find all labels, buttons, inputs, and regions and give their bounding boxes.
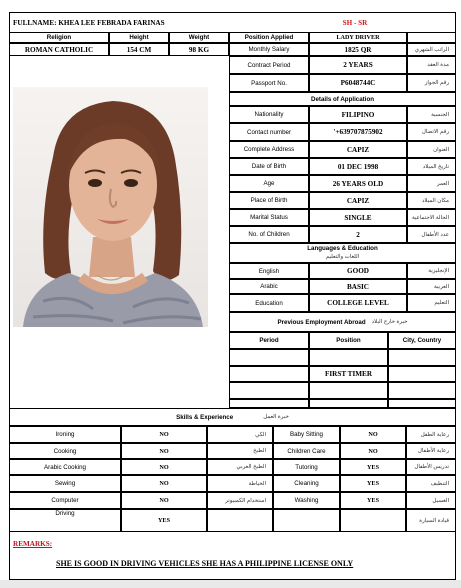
language-arabic: العربية xyxy=(407,279,456,294)
skill-value: YES xyxy=(340,459,406,475)
skill-arabic: التنظيف xyxy=(406,475,456,492)
detail-value: 26 YEARS OLD xyxy=(309,175,407,192)
fullname: FULLNAME: KHEA LEE FEBRADA FARINAS xyxy=(13,18,165,27)
employment-cell xyxy=(229,399,309,408)
skill-value: NO xyxy=(121,443,207,459)
detail-label: Nationality xyxy=(229,106,309,123)
contract-label: Contract Period xyxy=(229,56,309,74)
detail-label: Marital Status xyxy=(229,209,309,226)
details-title: Details of Application xyxy=(229,92,456,106)
application-code: SH - SR xyxy=(342,18,368,27)
skill-value xyxy=(340,509,406,532)
detail-label: Age xyxy=(229,175,309,192)
weight-value: 98 KG xyxy=(169,43,229,56)
detail-label: No. of Children xyxy=(229,226,309,243)
language-label: Arabic xyxy=(229,279,309,294)
detail-arabic: عدد الأطفال xyxy=(407,226,456,243)
skill-value: NO xyxy=(340,443,406,459)
height-header: Height xyxy=(109,32,169,43)
skill-label: Baby Sitting xyxy=(273,426,340,443)
education-value: COLLEGE LEVEL xyxy=(309,294,407,312)
languages-title xyxy=(229,243,456,263)
employment-header-country: City, Country xyxy=(388,332,456,349)
skill-value: NO xyxy=(121,459,207,475)
skill-label: Washing xyxy=(273,492,340,509)
detail-value: CAPIZ xyxy=(309,141,407,158)
employment-cell xyxy=(388,399,456,408)
position-value: LADY DRIVER xyxy=(309,32,407,43)
window-bottom-strip xyxy=(0,580,461,588)
employment-cell xyxy=(309,399,388,408)
employment-cell xyxy=(388,349,456,366)
height-value: 154 CM xyxy=(109,43,169,56)
skill-label: Sewing xyxy=(9,475,121,492)
employment-cell xyxy=(388,366,456,382)
skill-arabic: الطبخ xyxy=(207,443,273,459)
skill-label: Cooking xyxy=(9,443,121,459)
detail-label: Contact number xyxy=(229,123,309,141)
detail-value: '+639707875902 xyxy=(309,123,407,141)
skill-label: Ironing xyxy=(9,426,121,443)
contract-value: 2 YEARS xyxy=(309,56,407,74)
position-arabic xyxy=(407,32,456,43)
skill-arabic: الطبخ العربي xyxy=(207,459,273,475)
portrait-illustration xyxy=(13,87,208,327)
detail-arabic: تاريخ الميلاد xyxy=(407,158,456,175)
detail-arabic: مكان الميلاد xyxy=(407,192,456,209)
skill-label: Tutoring xyxy=(273,459,340,475)
languages-title-text: Languages & Education xyxy=(307,245,378,252)
skill-label: Driving xyxy=(9,509,121,532)
employment-title-text: Previous Employment Abroad xyxy=(277,318,366,326)
remarks-text: SHE IS GOOD IN DRIVING VEHICLES SHE HAS A PHILIPPINE LICENSE ONLY xyxy=(56,559,354,568)
employment-title xyxy=(229,312,456,332)
detail-label: Place of Birth xyxy=(229,192,309,209)
religion-value: ROMAN CATHOLIC xyxy=(9,43,109,56)
contract-value: P6048744C xyxy=(309,74,407,92)
skill-label: Children Care xyxy=(273,443,340,459)
skill-arabic: الغسيل xyxy=(406,492,456,509)
language-label: English xyxy=(229,263,309,279)
language-value: GOOD xyxy=(309,263,407,279)
employment-cell xyxy=(309,349,388,366)
language-arabic: الإنجليزية xyxy=(407,263,456,279)
skill-value: NO xyxy=(121,475,207,492)
employment-cell xyxy=(229,382,309,399)
skills-title xyxy=(9,408,456,426)
detail-value: 2 xyxy=(309,226,407,243)
weight-header: Weight xyxy=(169,32,229,43)
detail-value: FILIPINO xyxy=(309,106,407,123)
employment-cell: FIRST TIMER xyxy=(309,366,388,382)
contract-label: Monthly Salary xyxy=(229,43,309,56)
skill-arabic: رعاية الأطفال xyxy=(406,443,456,459)
skill-label xyxy=(273,509,340,532)
languages-title-arabic: اللغات والتعليم xyxy=(325,254,360,260)
skill-value: NO xyxy=(121,426,207,443)
skills-title-text: Skills & Experience xyxy=(176,413,234,421)
skill-arabic: الكي xyxy=(207,426,273,443)
detail-arabic: الجنسية xyxy=(407,106,456,123)
contract-arabic: مدة العقد xyxy=(407,56,456,74)
detail-value: CAPIZ xyxy=(309,192,407,209)
employment-header-position: Position xyxy=(309,332,388,349)
employment-cell xyxy=(229,366,309,382)
skill-value: YES xyxy=(340,475,406,492)
contract-arabic: الراتب الشهري xyxy=(407,43,456,56)
skill-value: NO xyxy=(121,492,207,509)
employment-cell xyxy=(229,349,309,366)
skill-arabic: تدريس الأطفال xyxy=(406,459,456,475)
skill-arabic: الخياطة xyxy=(207,475,273,492)
skill-label: Computer xyxy=(9,492,121,509)
skill-label: Arabic Cooking xyxy=(9,459,121,475)
skill-arabic: رعاية الطفل xyxy=(406,426,456,443)
skill-value: YES xyxy=(121,509,207,532)
religion-header: Religion xyxy=(9,32,109,43)
language-value: BASIC xyxy=(309,279,407,294)
employment-header-period: Period xyxy=(229,332,309,349)
remarks-label: REMARKS: xyxy=(13,540,53,548)
detail-value: 01 DEC 1998 xyxy=(309,158,407,175)
detail-label: Date of Birth xyxy=(229,158,309,175)
skill-arabic: قيادة السيارة xyxy=(406,509,456,532)
skill-arabic: استخدام الكمبيوتر xyxy=(207,492,273,509)
education-arabic: التعليم xyxy=(407,294,456,312)
contract-label: Passport No. xyxy=(229,74,309,92)
detail-arabic: العمر xyxy=(407,175,456,192)
skill-value: YES xyxy=(340,492,406,509)
skill-arabic xyxy=(207,509,273,532)
detail-value: SINGLE xyxy=(309,209,407,226)
detail-arabic: العنوان xyxy=(407,141,456,158)
position-label: Position Applied xyxy=(229,32,309,43)
skill-value: NO xyxy=(340,426,406,443)
contract-value: 1825 QR xyxy=(309,43,407,56)
skills-title-arabic: خبرة العمل xyxy=(263,414,289,420)
contract-arabic: رقم الجواز xyxy=(407,74,456,92)
employment-title-arabic: خبرة خارج البلاد xyxy=(371,319,408,325)
skill-label: Cleaning xyxy=(273,475,340,492)
applicant-photo xyxy=(13,87,208,327)
detail-arabic: الحالة الاجتماعية xyxy=(407,209,456,226)
employment-cell xyxy=(388,382,456,399)
detail-arabic: رقم الاتصال xyxy=(407,123,456,141)
detail-label: Complete Address xyxy=(229,141,309,158)
employment-cell xyxy=(309,382,388,399)
education-label: Education xyxy=(229,294,309,312)
